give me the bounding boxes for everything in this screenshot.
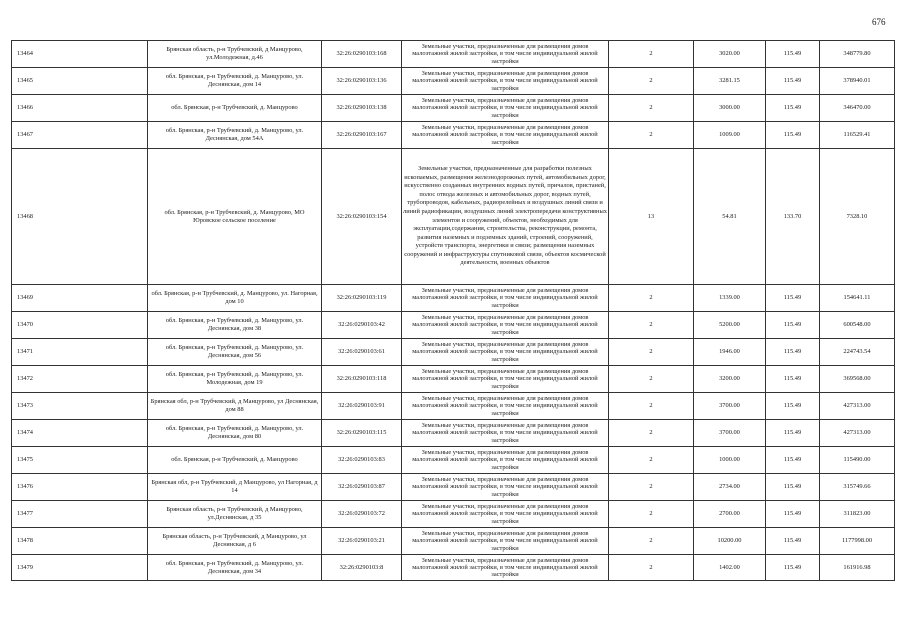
- group-number-cell: 2: [609, 501, 694, 528]
- group-number-cell: 2: [609, 420, 694, 447]
- cadastral-value-cell: 115490.00: [820, 447, 895, 474]
- specific-value-cell: 115.49: [766, 555, 820, 581]
- specific-value-cell: 115.49: [766, 285, 820, 312]
- page-number: 676: [872, 17, 886, 27]
- cadastral-value-cell: 224743.54: [820, 339, 895, 366]
- land-use-cell: Земельные участки, предназначенные для размещения домов малоэтажной жилой застройки, в том числе индивидуальной жилой застройки: [402, 501, 609, 528]
- area-cell: 2700.00: [694, 501, 766, 528]
- area-cell: 3000.00: [694, 95, 766, 122]
- group-number-cell: 2: [609, 285, 694, 312]
- cadastral-number-cell: 32:26:0290103:118: [322, 366, 402, 393]
- area-cell: 1009.00: [694, 122, 766, 149]
- cadastral-number-cell: 32:26:0290103:21: [322, 528, 402, 555]
- area-cell: 1000.00: [694, 447, 766, 474]
- specific-value-cell: 115.49: [766, 420, 820, 447]
- record-number-cell: 13465: [12, 68, 148, 95]
- record-number-cell: 13472: [12, 366, 148, 393]
- land-use-cell: Земельные участки, предназначенные для размещения домов малоэтажной жилой застройки, в том числе индивидуальной жилой застройки: [402, 339, 609, 366]
- group-number-cell: 2: [609, 95, 694, 122]
- record-number-cell: 13474: [12, 420, 148, 447]
- cadastral-value-cell: 1177998.00: [820, 528, 895, 555]
- table-row: [12, 339, 895, 366]
- area-cell: 2734.00: [694, 474, 766, 501]
- record-number-cell: 13470: [12, 312, 148, 339]
- specific-value-cell: 115.49: [766, 474, 820, 501]
- cadastral-number-cell: 32:26:0290103:168: [322, 41, 402, 68]
- table-row: [12, 393, 895, 420]
- cadastral-value-cell: 154641.11: [820, 285, 895, 312]
- address-cell: обл. Брянская, р-н Трубчевский, д. Манцурово, ул. Нагорная, дом 10: [148, 285, 322, 312]
- address-cell: обл. Брянская, р-н Трубчевский, д. Манцурово, ул. Деснянская, дом 56: [148, 339, 322, 366]
- record-number-cell: 13468: [12, 149, 148, 285]
- record-number-cell: 13478: [12, 528, 148, 555]
- land-use-cell: Земельные участки, предназначенные для разработки полезных ископаемых, размещения железнодорожных путей, автомобильных дорог, искусственно созданных внутренних водных путей, причалов, пристаней, полос отвода железных и автомобильных дорог, водных путей, трубопроводов, кабельных, радиорелейных и воздушных линий связи и линий радиофикации, воздушных линий электропередачи конструктивных элементов и сооружений, объектов, необходимых для эксплуатации,содержания, строительства, реконструкции, ремонта, развития наземных и подземных зданий, строений, сооружений, устройств транспорта, энергетики и связи; размещения наземных сооружений и инфраструктуры спутниковой связи, объектов космической деятельности, военных объектов: [402, 149, 609, 285]
- cadastral-number-cell: 32:26:0290103:119: [322, 285, 402, 312]
- land-use-cell: Земельные участки, предназначенные для размещения домов малоэтажной жилой застройки, в том числе индивидуальной жилой застройки: [402, 474, 609, 501]
- group-number-cell: 2: [609, 393, 694, 420]
- area-cell: 1946.00: [694, 339, 766, 366]
- record-number-cell: 13464: [12, 41, 148, 68]
- cadastral-number-cell: 32:26:0290103:154: [322, 149, 402, 285]
- cadastral-value-cell: 378940.01: [820, 68, 895, 95]
- address-cell: обл. Брянская, р-н Трубчевский, д. Манцурово, ул. Деснянская, дом 38: [148, 312, 322, 339]
- address-cell: обл. Брянская, р-н Трубчевский, д. Манцурово, МО Юровское сельское поселение: [148, 149, 322, 285]
- record-number-cell: 13475: [12, 447, 148, 474]
- land-use-cell: Земельные участки, предназначенные для размещения домов малоэтажной жилой застройки, в том числе индивидуальной жилой застройки: [402, 285, 609, 312]
- group-number-cell: 2: [609, 366, 694, 393]
- specific-value-cell: 115.49: [766, 366, 820, 393]
- table-row: [12, 447, 895, 474]
- record-number-cell: 13471: [12, 339, 148, 366]
- area-cell: 10200.00: [694, 528, 766, 555]
- specific-value-cell: 115.49: [766, 528, 820, 555]
- area-cell: 1339.00: [694, 285, 766, 312]
- specific-value-cell: 115.49: [766, 95, 820, 122]
- land-use-cell: Земельные участки, предназначенные для размещения домов малоэтажной жилой застройки, в том числе индивидуальной жилой застройки: [402, 312, 609, 339]
- cadastral-value-cell: 346470.00: [820, 95, 895, 122]
- address-cell: обл. Брянская, р-н Трубчевский, д. Манцурово, ул. Деснянская, дом 14: [148, 68, 322, 95]
- table-row: [12, 68, 895, 95]
- table-row: [12, 474, 895, 501]
- cadastral-number-cell: 32:26:0290103:42: [322, 312, 402, 339]
- cadastral-value-cell: 315749.66: [820, 474, 895, 501]
- cadastral-value-cell: 311823.00: [820, 501, 895, 528]
- record-number-cell: 13466: [12, 95, 148, 122]
- specific-value-cell: 115.49: [766, 312, 820, 339]
- group-number-cell: 2: [609, 528, 694, 555]
- cadastral-number-cell: 32:26:0290103:83: [322, 447, 402, 474]
- table-row: [12, 41, 895, 68]
- cadastral-value-cell: 427313.00: [820, 420, 895, 447]
- table-row: [12, 420, 895, 447]
- land-use-cell: Земельные участки, предназначенные для размещения домов малоэтажной жилой застройки, в том числе индивидуальной жилой застройки: [402, 555, 609, 581]
- record-number-cell: 13469: [12, 285, 148, 312]
- area-cell: 3200.00: [694, 366, 766, 393]
- group-number-cell: 2: [609, 339, 694, 366]
- area-cell: 3020.00: [694, 41, 766, 68]
- cadastral-value-cell: 7328.10: [820, 149, 895, 285]
- address-cell: Брянская область, р-н Трубчевский, д Манцурово, ул.Молодежная, д.46: [148, 41, 322, 68]
- specific-value-cell: 133.70: [766, 149, 820, 285]
- address-cell: обл. Брянская, р-н Трубчевский, д. Манцурово, ул. Деснянская, дом 34: [148, 555, 322, 581]
- table-row: [12, 149, 895, 285]
- table-row: [12, 122, 895, 149]
- table-row: [12, 285, 895, 312]
- table-row: [12, 555, 895, 581]
- area-cell: 3281.15: [694, 68, 766, 95]
- land-use-cell: Земельные участки, предназначенные для размещения домов малоэтажной жилой застройки, в том числе индивидуальной жилой застройки: [402, 122, 609, 149]
- specific-value-cell: 115.49: [766, 41, 820, 68]
- address-cell: обл. Брянская, р-н Трубчевский, д. Манцурово: [148, 447, 322, 474]
- cadastral-value-cell: 348779.80: [820, 41, 895, 68]
- group-number-cell: 2: [609, 68, 694, 95]
- table-row: [12, 366, 895, 393]
- record-number-cell: 13477: [12, 501, 148, 528]
- land-use-cell: Земельные участки, предназначенные для размещения домов малоэтажной жилой застройки, в том числе индивидуальной жилой застройки: [402, 95, 609, 122]
- group-number-cell: 13: [609, 149, 694, 285]
- area-cell: 5200.00: [694, 312, 766, 339]
- address-cell: обл. Брянская, р-н Трубчевский, д. Манцурово, ул. Молодежная, дом 19: [148, 366, 322, 393]
- cadastral-value-cell: 369568.00: [820, 366, 895, 393]
- cadastral-number-cell: 32:26:0290103:138: [322, 95, 402, 122]
- cadastral-number-cell: 32:26:0290103:61: [322, 339, 402, 366]
- specific-value-cell: 115.49: [766, 393, 820, 420]
- address-cell: обл. Брянская, р-н Трубчевский, д. Манцурово, ул. Деснянская, дом 80: [148, 420, 322, 447]
- land-use-cell: Земельные участки, предназначенные для размещения домов малоэтажной жилой застройки, в том числе индивидуальной жилой застройки: [402, 420, 609, 447]
- address-cell: обл. Брянская, р-н Трубчевский, д. Манцурово: [148, 95, 322, 122]
- specific-value-cell: 115.49: [766, 122, 820, 149]
- record-number-cell: 13473: [12, 393, 148, 420]
- group-number-cell: 2: [609, 555, 694, 581]
- land-use-cell: Земельные участки, предназначенные для размещения домов малоэтажной жилой застройки, в том числе индивидуальной жилой застройки: [402, 447, 609, 474]
- group-number-cell: 2: [609, 447, 694, 474]
- address-cell: Брянская область, р-н Трубчевский, д Манцурово, ул.Деснянская, д 35: [148, 501, 322, 528]
- cadastral-value-cell: 427313.00: [820, 393, 895, 420]
- group-number-cell: 2: [609, 312, 694, 339]
- address-cell: обл. Брянская, р-н Трубчевский, д. Манцурово, ул. Деснянская, дом 54А: [148, 122, 322, 149]
- cadastral-number-cell: 32:26:0290103:167: [322, 122, 402, 149]
- address-cell: Брянская обл, р-н Трубчевский, д Манцурово, ул Деснянская, дом 88: [148, 393, 322, 420]
- table-row: [12, 312, 895, 339]
- cadastral-number-cell: 32:26:0290103:87: [322, 474, 402, 501]
- record-number-cell: 13476: [12, 474, 148, 501]
- area-cell: 3700.00: [694, 420, 766, 447]
- land-use-cell: Земельные участки, предназначенные для размещения домов малоэтажной жилой застройки, в том числе индивидуальной жилой застройки: [402, 366, 609, 393]
- group-number-cell: 2: [609, 122, 694, 149]
- cadastral-number-cell: 32:26:0290103:136: [322, 68, 402, 95]
- cadastral-number-cell: 32:26:0290103:115: [322, 420, 402, 447]
- cadastral-number-cell: 32:26:0290103:8: [322, 555, 402, 581]
- cadastral-number-cell: 32:26:0290103:91: [322, 393, 402, 420]
- area-cell: 3700.00: [694, 393, 766, 420]
- cadastral-value-cell: 116529.41: [820, 122, 895, 149]
- record-number-cell: 13479: [12, 555, 148, 581]
- land-use-cell: Земельные участки, предназначенные для размещения домов малоэтажной жилой застройки, в том числе индивидуальной жилой застройки: [402, 68, 609, 95]
- land-registry-table: [11, 40, 895, 581]
- land-use-cell: Земельные участки, предназначенные для размещения домов малоэтажной жилой застройки, в том числе индивидуальной жилой застройки: [402, 41, 609, 68]
- table-row: [12, 528, 895, 555]
- group-number-cell: 2: [609, 474, 694, 501]
- address-cell: Брянская обл, р-н Трубчевский, д Манцурово, ул Нагорная, д 14: [148, 474, 322, 501]
- specific-value-cell: 115.49: [766, 339, 820, 366]
- record-number-cell: 13467: [12, 122, 148, 149]
- cadastral-number-cell: 32:26:0290103:72: [322, 501, 402, 528]
- area-cell: 54.81: [694, 149, 766, 285]
- specific-value-cell: 115.49: [766, 68, 820, 95]
- specific-value-cell: 115.49: [766, 447, 820, 474]
- group-number-cell: 2: [609, 41, 694, 68]
- table-row: [12, 501, 895, 528]
- land-use-cell: Земельные участки, предназначенные для размещения домов малоэтажной жилой застройки, в том числе индивидуальной жилой застройки: [402, 393, 609, 420]
- table-row: [12, 95, 895, 122]
- table-body: [12, 41, 895, 581]
- cadastral-value-cell: 600548.00: [820, 312, 895, 339]
- address-cell: Брянская область, р-н Трубчевский, д Манцурово, ул Деснянская, д 6: [148, 528, 322, 555]
- area-cell: 1402.00: [694, 555, 766, 581]
- cadastral-value-cell: 161916.98: [820, 555, 895, 581]
- specific-value-cell: 115.49: [766, 501, 820, 528]
- land-use-cell: Земельные участки, предназначенные для размещения домов малоэтажной жилой застройки, в том числе индивидуальной жилой застройки: [402, 528, 609, 555]
